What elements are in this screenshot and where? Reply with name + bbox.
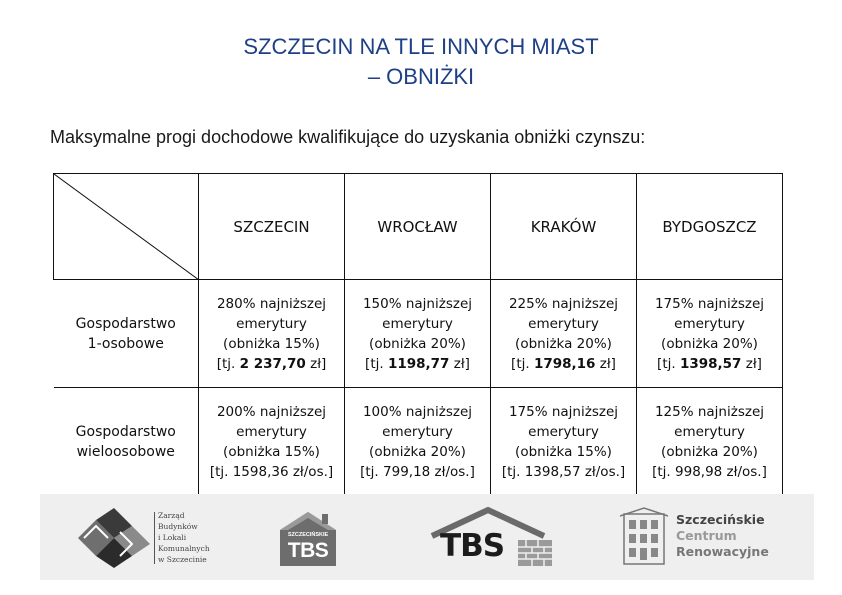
tbs-small-caption: SZCZECIŃSKIE <box>287 532 329 538</box>
row-label-multi: Gospodarstwo wieloosobowe <box>54 388 199 497</box>
zbilk-emblem-icon <box>74 506 154 570</box>
diagonal-line <box>54 174 199 280</box>
comparison-table <box>53 173 783 497</box>
column-header-bydgoszcz: BYDGOSZCZ <box>637 174 783 280</box>
row-label-single: Gospodarstwo 1-osobowe <box>54 280 199 388</box>
table-cell: 100% najniższej emerytury (obniżka 20%) [tj. 799,18 zł/os.] <box>345 388 491 497</box>
tbs-small-label: TBS <box>287 539 329 562</box>
column-header-wroclaw: WROCŁAW <box>345 174 491 280</box>
table-header-row <box>54 174 783 280</box>
column-header-krakow: KRAKÓW <box>491 174 637 280</box>
zbilk-logo <box>74 506 224 570</box>
table-cell: 175% najniższej emerytury (obniżka 15%) [tj. 1398,57 zł/os.] <box>491 388 637 497</box>
table-cell: 200% najniższej emerytury (obniżka 15%) [tj. 1598,36 zł/os.] <box>199 388 345 497</box>
centrum-renowacyjne-text: Szczecińskie Centrum Renowacyjne <box>676 512 769 559</box>
footer-logos-bar <box>40 494 814 580</box>
page-title-line2: – OBNIŻKI <box>367 64 475 89</box>
szczecinskie-tbs-logo <box>278 508 338 568</box>
tbs-large-label: TBS <box>440 528 505 564</box>
table-row <box>54 388 783 497</box>
building-facade-icon <box>618 506 670 566</box>
table-cell: 225% najniższej emerytury (obniżka 20%) [tj. 1798,16 zł] <box>491 280 637 388</box>
zbilk-logo-text: Zarząd Budynków i Lokali Komunalnych w Szczecinie <box>158 511 210 564</box>
tbs-brick-logo <box>426 506 556 570</box>
table-cell: 280% najniższej emerytury (obniżka 15%) [tj. 2 237,70 zł] <box>199 280 345 388</box>
subtitle: Maksymalne progi dochodowe kwalifikujące do uzyskania obniżki czynszu: <box>50 127 646 147</box>
centrum-renowacyjne-logo <box>618 506 788 570</box>
corner-cell <box>54 174 199 280</box>
page-title: SZCZECIN NA TLE INNYCH MIAST <box>243 34 599 59</box>
column-header-szczecin: SZCZECIN <box>199 174 345 280</box>
logo-divider <box>154 512 155 564</box>
table-cell: 125% najniższej emerytury (obniżka 20%) [tj. 998,98 zł/os.] <box>637 388 783 497</box>
table-cell: 150% najniższej emerytury (obniżka 20%) [tj. 1198,77 zł] <box>345 280 491 388</box>
table-cell: 175% najniższej emerytury (obniżka 20%) [tj. 1398,57 zł] <box>637 280 783 388</box>
table-row <box>54 280 783 388</box>
